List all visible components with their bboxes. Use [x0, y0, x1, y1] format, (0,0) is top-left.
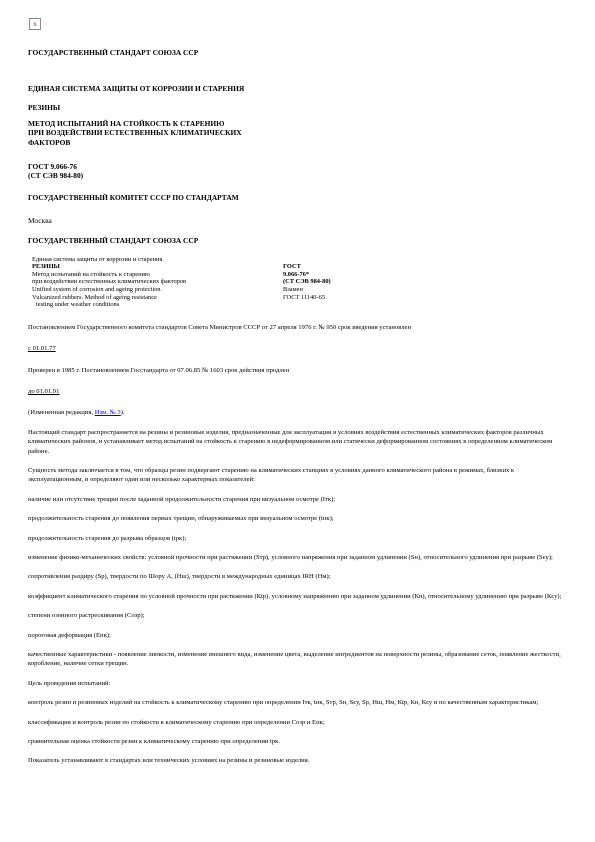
meta-left: Метод испытаний на стойкость к старению [32, 270, 150, 278]
body-paragraph: сопротивления раздиру (Sр), твердости по Шору А, (Нш), твердости в международных единицах IRH (Нм); [28, 573, 331, 581]
edition-prefix: (Измененная редакция, [28, 409, 95, 417]
body-paragraph: продолжительность старения до появления первых трещин, обнаруживаемых при визуальном осмотре (tнк); [28, 515, 334, 523]
meta-row [32, 278, 331, 286]
body-paragraph: Показатель устанавливают в стандартах или технических условиях на резины и резиновые изделия. [28, 757, 310, 765]
body-paragraph: изменение физико-механических свойств: условной прочности при растяжении (Sтр), условного напряжения при заданном удлинении (Sн), относительного удлинения при разрыве (Sєу); [28, 553, 553, 561]
meta-left: РЕЗИНЫ [32, 263, 60, 271]
meta-left: Unified system of corrosion and ageing protection. [32, 285, 163, 293]
decree-paragraph: Постановлением Государственного комитета стандартов Совета Министров СССР от 27 апреля 1976 г. № 950 срок введения установлен [28, 323, 412, 331]
body-paragraph: классификация и контроль резин по стойкости к климатическому старению при определении Созр и Eпк; [28, 718, 325, 726]
state-standard-heading-2: ГОСУДАРСТВЕННЫЙ СТАНДАРТ СОЮЗА ССР [28, 235, 199, 245]
meta-row [32, 256, 331, 264]
document-title [28, 119, 568, 148]
title-line: МЕТОД ИСПЫТАНИЙ НА СТОЙКОСТЬ К СТАРЕНИЮ [28, 118, 225, 128]
meta-right [283, 301, 331, 309]
title-line: ФАКТОРОВ [28, 137, 71, 147]
meta-left: Vulcanized rubbers. Method of ageing resistance [32, 293, 157, 301]
meta-row [32, 263, 331, 271]
effective-until-date: до 01.01.91 [28, 387, 60, 395]
edition-suffix: ). [120, 409, 125, 417]
meta-right: 9.066-76* [283, 270, 310, 278]
edition-note [28, 408, 568, 417]
broken-image-icon: x [29, 18, 41, 30]
body-paragraph: сравнительная оценка стойкости резин к климатическому старению при определении tрк. [28, 738, 281, 746]
document-page [28, 18, 568, 766]
meta-row [32, 286, 331, 294]
effective-from-date: с 01.01.77 [28, 345, 56, 353]
meta-right: ГОСТ 11140-65 [283, 293, 326, 301]
body-paragraph: степени озонного растрескивания (Созр); [28, 612, 145, 620]
body-paragraph: коэффициент климатического старения по условной прочности при растяжении (Кtр), условному напряжению при заданном удлинении (Кн), относительному удлинению при разрыве (Кєу); [28, 592, 562, 600]
body-paragraph: пороговая деформация (Eпк); [28, 631, 111, 639]
gost-number [28, 162, 568, 181]
gost-line: ГОСТ 9.066-76 [28, 161, 77, 171]
body-paragraph: наличие или отсутствие трещин после заданной продолжительности старения при визуальном осмотре (Ітк); [28, 495, 336, 503]
meta-row [32, 301, 331, 309]
meta-left: testing under weather conditions [36, 301, 120, 309]
body-paragraph: продолжительность старения до разрыва образцов (tрк); [28, 534, 187, 542]
title-line: ПРИ ВОЗДЕЙСТВИИ ЕСТЕСТВЕННЫХ КЛИМАТИЧЕСКИХ [28, 128, 242, 138]
meta-row [32, 271, 331, 279]
meta-right: (СТ СЭВ 984-80) [283, 278, 331, 286]
body-paragraph: Сущность метода заключается в том, что образцы резин подвергают старению на климатических станциях в условиях данного климатического района в режимах, близких к эксплуатационным, и определяют один или несколько характерных показателей: [28, 466, 515, 484]
amendment-link[interactable]: Изм. № 3 [94, 409, 121, 417]
city: Москва [28, 216, 52, 226]
meta-right [283, 256, 331, 264]
subject-heading: РЕЗИНЫ [28, 103, 61, 113]
meta-row [32, 294, 331, 302]
gost-line: (СТ СЭВ 984-80) [28, 171, 84, 181]
body-paragraph: Настоящий стандарт распространяется на резины и резиновые изделия, предназначенные для эксплуатации в условиях воздействия естественных климатических факторов различных климатических районов, и устанавливает метод испытаний на стойкость к старению в недеформированном или статически деформированном состояниях в определенном климатическом районе. [28, 428, 553, 455]
meta-left: при воздействии естественных климатических факторов [32, 278, 187, 286]
checked-paragraph: Проверен в 1985 г. Постановлением Госстандарта от 07.06.85 № 1603 срок действия продлен [28, 366, 290, 374]
meta-table [32, 256, 331, 309]
meta-right: ГОСТ [283, 263, 301, 271]
state-standard-heading: ГОСУДАРСТВЕННЫЙ СТАНДАРТ СОЮЗА ССР [28, 48, 199, 57]
meta-left: Единая система защиты от коррозии и старения [32, 255, 163, 263]
committee-heading: ГОСУДАРСТВЕННЫЙ КОМИТЕТ СССР ПО СТАНДАРТАМ [28, 192, 239, 202]
body-paragraph: контроль резин и резиновых изделий на стойкость к климатическому старению при определении Ітк, tнк, Sтр, Sн, Sєу, Sр, Нш, Нм, Кtр, Кн, Кєу и по качественным характеристикам; [28, 699, 539, 707]
body-paragraph: Цель проведения испытаний: [28, 679, 111, 687]
meta-right: Взамен [283, 285, 303, 293]
system-heading: ЕДИНАЯ СИСТЕМА ЗАЩИТЫ ОТ КОРРОЗИИ И СТАРЕНИЯ [28, 83, 245, 93]
body-paragraph: качественные характеристики - появление липкости, изменение внешнего вида, изменение цвета, выделение ингредиентов на поверхности резины, образование сеток, появление жесткости, коробление, наличие сетки трещин. [28, 651, 561, 668]
